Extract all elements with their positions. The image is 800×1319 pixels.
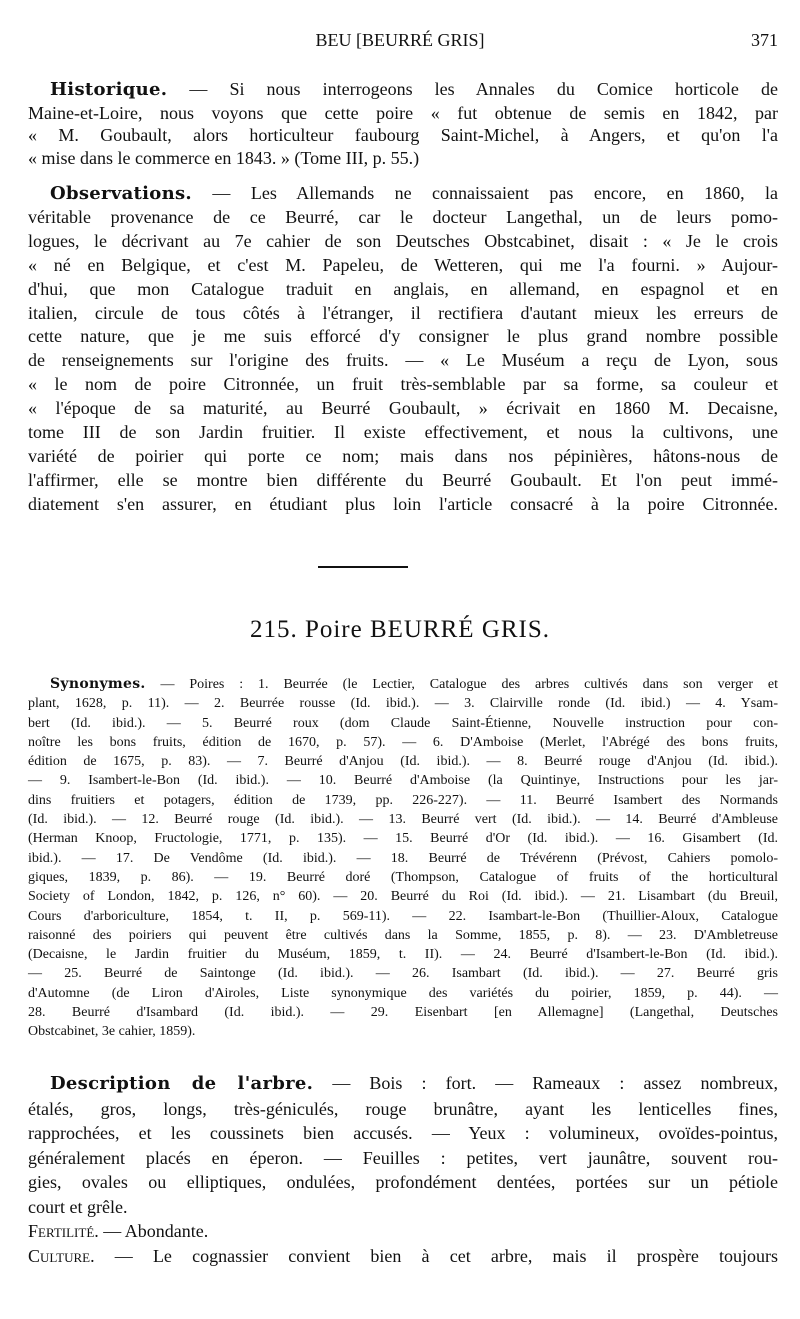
text-line: ibid.). — 17. De Vendôme (Id. ibid.). — 18. Beurré de Trévérenn (Prévost, Cahiers pomolo- <box>28 850 778 866</box>
observations-paragraph <box>28 182 778 517</box>
text-line: dins fruitiers et potagers, édition de 1739, pp. 226-227). — 11. Beurré Isambert des Normands <box>28 792 778 808</box>
section-divider <box>318 566 408 568</box>
paragraph-lead: Description de l'arbre. <box>50 1073 314 1094</box>
text-line: — 9. Isambert-le-Bon (Id. ibid.). — 10. Beurré d'Amboise (la Quintinye, Instructions pour les jar- <box>28 773 778 789</box>
text-line: court et grêle. <box>28 1196 128 1217</box>
text-line: cette nature, que je me suis efforcé d'y consigner le plus grand nombre possible <box>28 326 778 347</box>
text-line: Society of London, 1842, p. 126, n° 60). — 20. Beurré du Roi (Id. ibid.). — 21. Lisambart (du Breuil, <box>28 889 778 905</box>
text-line: étalés, gros, longs, très-géniculés, rouge brunâtre, ayant les lenticelles fines, <box>28 1098 778 1119</box>
text-line: bert (Id. ibid.). — 5. Beurré roux (dom Claude Saint-Étienne, Nouvelle instruction pour con- <box>28 715 778 731</box>
paragraph-lead: Observations. <box>50 183 193 204</box>
line-text: — Poires : 1. Beurrée (le Lectier, Catalogue des arbres cultivés dans son verger et <box>145 677 778 692</box>
section-title: 215. Poire BEURRÉ GRIS. <box>249 616 551 643</box>
fertilite-label: Fertilité. <box>28 1221 99 1241</box>
culture-text: — Le cognassier convient bien à cet arbre, mais il prospère toujours <box>94 1245 778 1266</box>
text-line: — 25. Beurré de Saintonge (Id. ibid.). — 26. Isambart (Id. ibid.). — 27. Beurré gris <box>28 966 778 982</box>
text-line: plant, 1628, p. 11). — 2. Beurrée rousse (Id. ibid.). — 3. Clairville ronde (Id. ibid.) — 4. Ysam- <box>28 696 778 712</box>
fertilite-line <box>28 1219 778 1244</box>
text-line <box>28 675 778 694</box>
synonymes-paragraph <box>28 675 778 1042</box>
text-line: Maine-et-Loire, nous voyons que cette poire « fut obtenue de semis en 1842, par <box>28 102 778 123</box>
text-line: généralement placés en éperon. — Feuilles : petites, vert jaunâtre, souvent rou- <box>28 1147 778 1168</box>
text-line: noître les bons fruits, édition de 1670, p. 57). — 6. D'Amboise (Merlet, l'Abrégé des bons fruits, <box>28 734 778 750</box>
line-text: — Les Allemands ne connaissaient pas encore, en 1860, la <box>192 183 778 203</box>
text-line: rapprochées, et les coussinets bien accusés. — Yeux : volumineux, ovoïdes-pointus, <box>28 1123 778 1143</box>
text-line: tome III de son Jardin fruitier. Il existe effectivement, et nous la cultivons, une <box>28 422 778 443</box>
text-line: Obstcabinet, 3e cahier, 1859). <box>28 1024 196 1040</box>
text-line: d'Automne (de Liron d'Airoles, Liste synonymique des variétés du poirier, 1859, p. 44). — <box>28 985 778 1001</box>
paragraph-lead: Synonymes. <box>50 676 146 692</box>
text-line: raisonné des poiriers qui peuvent être cultivés dans la Somme, 1855, p. 8). — 23. D'Ambletreuse <box>28 927 778 943</box>
running-title: BEU [BEURRÉ GRIS] <box>315 30 485 50</box>
fertilite-text: — Abondante. <box>98 1221 209 1241</box>
text-line: « le nom de poire Citronnée, un fruit très-semblable par sa forme, sa couleur et <box>28 374 778 395</box>
text-line: italien, circule de tous côtés à l'étranger, il rectifiera d'autant mieux les erreurs de <box>28 302 778 323</box>
text-line <box>28 182 778 206</box>
text-line: variété de poirier qui porte ce nom; mais dans nos pépinières, hâtons-nous de <box>28 445 778 466</box>
text-line: édition de 1675, p. 83). — 7. Beurré d'Anjou (Id. ibid.). — 8. Beurré rouge d'Anjou (Id. ibid.). <box>28 754 778 770</box>
running-header <box>0 30 800 54</box>
text-line: gies, ovales ou elliptiques, ondulées, profondément dentées, portées sur un pétiole <box>28 1172 778 1192</box>
description-paragraph <box>28 1071 778 1268</box>
page-number: 371 <box>751 30 778 50</box>
text-line <box>28 78 778 102</box>
text-line: « l'époque de sa maturité, au Beurré Goubault, » écrivait en 1860 M. Decaisne, <box>28 398 778 419</box>
text-line: 28. Beurré d'Isambard (Id. ibid.). — 29. Eisenbart [en Allemagne] (Langethal, Deutsches <box>28 1005 778 1021</box>
text-line: de renseignements sur l'origine des fruits. — « Le Muséum a reçu de Lyon, sous <box>28 350 778 371</box>
text-line: (Herman Knoop, Fructologie, 1771, p. 135). — 15. Beurré d'Or (Id. ibid.). — 16. Gisambert (Id. <box>28 831 778 847</box>
text-line: diatement s'en assurer, en étudiant plus loin l'article consacré à la poire Citronnée. <box>28 493 778 514</box>
culture-line <box>28 1244 778 1269</box>
text-line: d'hui, que mon Catalogue traduit en anglais, en allemand, en espagnol et en <box>28 278 778 299</box>
historique-paragraph <box>28 78 778 169</box>
line-text: — Si nous interrogeons les Annales du Comice horticole de <box>167 79 778 99</box>
line-text: — Bois : fort. — Rameaux : assez nombreux, <box>313 1073 778 1093</box>
text-line: véritable provenance de ce Beurré, car le docteur Langethal, un de leurs pomo- <box>28 206 778 227</box>
text-line: (Decaisne, le Jardin fruitier du Muséum, 1859, t. II). — 24. Beurré d'Isambert-le-Bon (Id. ibid.). <box>28 947 778 963</box>
text-line: giques, 1839, p. 86). — 19. Beurré doré (Thompson, Catalogue of fruits of the horticultural <box>28 869 778 885</box>
text-line: l'affirmer, elle se montre bien différente du Beurré Goubault. Et l'on peut immé- <box>28 469 778 490</box>
paragraph-lead: Historique. <box>50 79 168 100</box>
text-line: « mise dans le commerce en 1843. » (Tome III, p. 55.) <box>28 147 420 168</box>
text-line: « né en Belgique, et c'est M. Papeleu, de Wetteren, qui me l'a fourni. » Aujour- <box>28 254 778 275</box>
text-line: logues, le décrivant au 7e cahier de son Deutsches Obstcabinet, disait : « Je le crois <box>28 230 778 251</box>
text-line: « M. Goubault, alors horticulteur faubourg Saint-Michel, à Angers, et qu'on l'a <box>28 125 778 145</box>
text-line: Cours d'arboriculture, 1854, t. II, p. 569-11). — 22. Isambart-le-Bon (Thuillier-Aloux, Catalogue <box>28 908 778 924</box>
text-line: (Id. ibid.). — 12. Beurré rouge (Id. ibid.). — 13. Beurré vert (Id. ibid.). — 14. Beurré d'Ambleuse <box>28 812 778 828</box>
text-line <box>28 1071 778 1097</box>
culture-label: Culture. <box>28 1245 95 1266</box>
